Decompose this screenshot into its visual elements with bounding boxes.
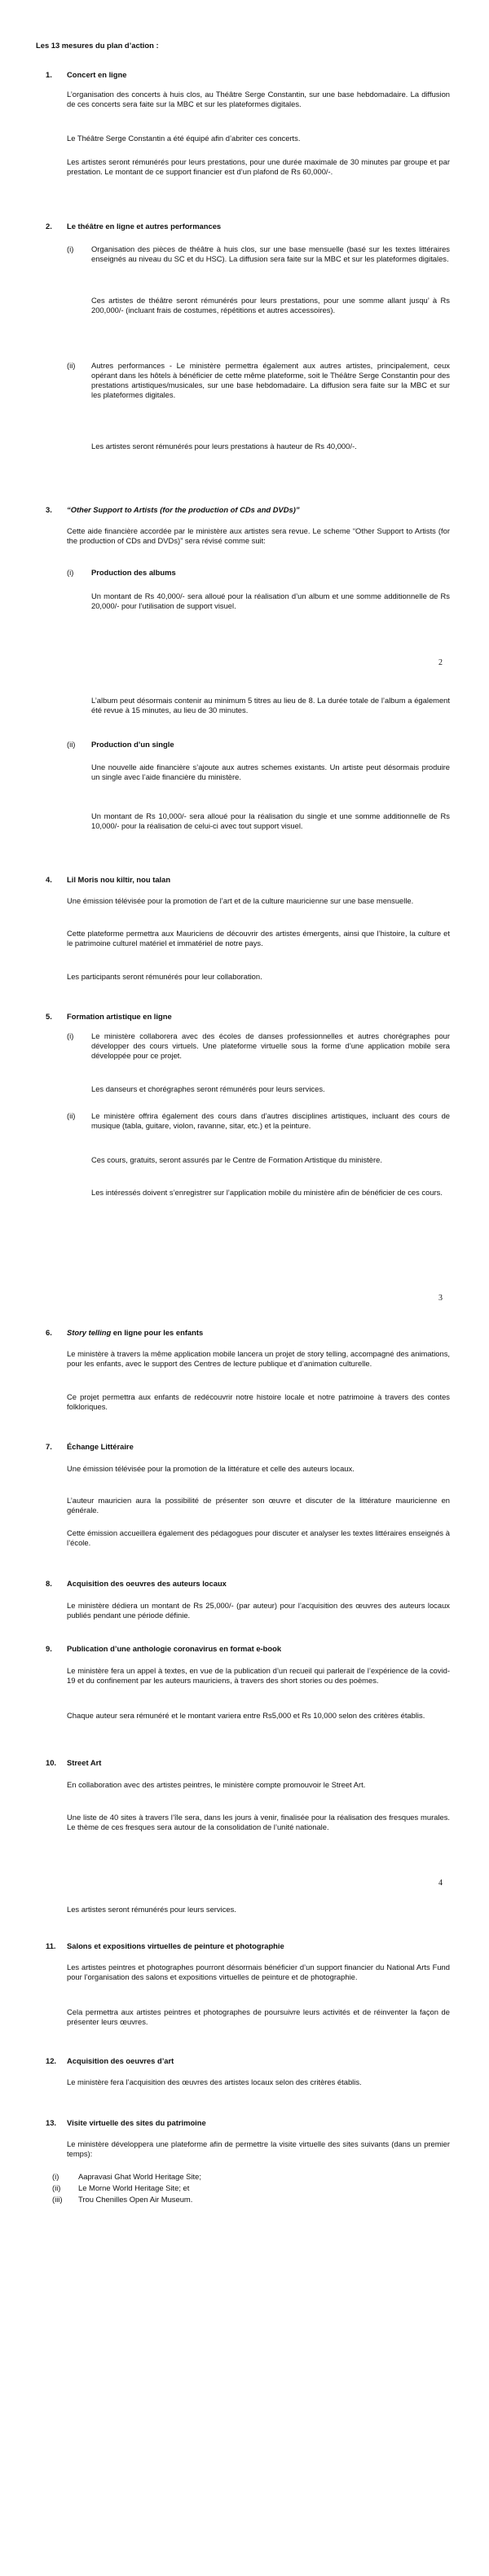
section-1-number: 1. (46, 70, 52, 79)
section-7-title: Échange Littéraire (67, 1442, 134, 1451)
section-3-number: 3. (46, 505, 52, 514)
section-10-number: 10. (46, 1758, 57, 1767)
section-10-paragraph-1: En collaboration avec des artistes peintres, le ministère compte promouvoir le Street Art. (67, 1780, 366, 1789)
section-5-item-i-paragraph-1: Le ministère collaborera avec des écoles de danses professionnelles et autres chorégraphes pour développer des cours virtuels. Une plateforme virtuelle sous la forme d’une application mobile sera développée pour ce projet. (91, 1031, 450, 1060)
section-3-paragraph-1: Cette aide financière accordée par le ministère aux artistes sera revue. Le scheme “Other Support to Artists (for the production of CDs and DVDs)” sera révisé comme suit: (67, 526, 450, 545)
section-3-item-i-paragraph-1: Un montant de Rs 40,000/- sera alloué pour la réalisation d’un album et une somme additionnelle de Rs 20,000/- pour l’utilisation de support visuel. (91, 591, 450, 610)
section-9-number: 9. (46, 1644, 52, 1653)
section-5-number: 5. (46, 1012, 52, 1021)
section-1-title: Concert en ligne (67, 70, 127, 79)
section-10-paragraph-2: Une liste de 40 sites à travers l’île sera, dans les jours à venir, finalisée pour la réalisation des fresques murales. Le thème de ces fresques sera autour de la consolidation de l’unité nationale. (67, 1813, 450, 1831)
section-8-title: Acquisition des oeuvres des auteurs locaux (67, 1579, 227, 1588)
section-4-paragraph-3: Les participants seront rémunérés pour leur collaboration. (67, 972, 262, 981)
section-5-title: Formation artistique en ligne (67, 1012, 172, 1021)
section-12-paragraph-1: Le ministère fera l’acquisition des œuvres des artistes locaux selon des critères établis. (67, 2077, 362, 2086)
section-11-paragraph-2: Cela permettra aux artistes peintres et photographes de poursuivre leurs activités et de réinventer la façon de présenter leurs œuvres. (67, 2007, 450, 2026)
section-13-paragraph-1: Le ministère développera une plateforme afin de permettre la visite virtuelle des sites suivants (dans un premier temps): (67, 2139, 450, 2158)
section-1-paragraph-3: Les artistes seront rémunérés pour leurs prestations, pour une durée maximale de 30 minutes par groupe et par prestation. Le montant de ce support financier est d’un plafond de Rs 60,000/-. (67, 157, 450, 176)
section-5-item-ii-paragraph-3: Les intéressés doivent s’enregistrer sur l’application mobile du ministère afin de bénéficier de ces cours. (91, 1188, 443, 1197)
section-9-paragraph-2: Chaque auteur sera rémunéré et le montant variera entre Rs5,000 et Rs 10,000 selon des critères établis. (67, 1711, 425, 1720)
section-6-title (67, 1328, 203, 1338)
section-10-paragraph-3: Les artistes seront rémunérés pour leurs services. (67, 1905, 236, 1914)
section-3-item-i-label: (i) (67, 568, 74, 577)
section-2-title: Le théâtre en ligne et autres performances (67, 222, 222, 231)
section-3-title: “Other Support to Artists (for the production of CDs and DVDs)” (67, 505, 300, 514)
section-13-list-item-text: Le Morne World Heritage Site; et (78, 2183, 190, 2192)
section-4-title: Lil Moris nou kiltir, nou talan (67, 875, 171, 884)
section-2-item-ii-label: (ii) (67, 361, 76, 370)
section-5-item-ii-paragraph-1: Le ministère offrira également des cours dans d’autres disciplines artistiques, incluant des cours de musique (tabla, guitare, violon, ravanne, sitar, etc.) et la peinture. (91, 1111, 450, 1130)
section-4-paragraph-2: Cette plateforme permettra aux Mauriciens de découvrir des artistes émergents, ainsi que l’histoire, la culture et le patrimoine culturel matériel et immatériel de notre pays. (67, 929, 450, 947)
section-3-item-i-title: Production des albums (91, 568, 176, 577)
section-13-list-item-text: Aapravasi Ghat World Heritage Site; (78, 2172, 201, 2181)
page-number-2: 2 (438, 658, 443, 667)
section-12-number: 12. (46, 2056, 57, 2065)
section-7-paragraph-3: Cette émission accueillera également des pédagogues pour discuter et analyser les textes littéraires enseignés à l’école. (67, 1528, 450, 1547)
section-3-item-ii-paragraph-2: Un montant de Rs 10,000/- sera alloué pour la réalisation du single et une somme additionnelle de Rs 10,000/- pour la réalisation de celui-ci avec tout support visuel. (91, 811, 450, 830)
section-13-list-item-label: (i) (52, 2172, 59, 2181)
section-9-title: Publication d’une anthologie coronavirus en format e-book (67, 1644, 282, 1653)
section-6-paragraph-1: Le ministère à travers la même application mobile lancera un projet de story telling, accompagné des animations, pour les enfants, avec le support des Centres de lecture publique et d’animation culturelle. (67, 1349, 450, 1368)
section-1-paragraph-1: L’organisation des concerts à huis clos, au Théâtre Serge Constantin, sur une base hebdomadaire. La diffusion de ces concerts sera faite sur la MBC et sur les plateformes digitales. (67, 90, 450, 108)
section-5-item-i-paragraph-2: Les danseurs et chorégraphes seront rémunérés pour leurs services. (91, 1084, 325, 1093)
section-11-title: Salons et expositions virtuelles de peinture et photographie (67, 1941, 284, 1950)
section-6-title-rest: en ligne pour les enfants (111, 1328, 204, 1337)
section-2-item-ii-paragraph-1: Autres performances - Le ministère permettra également aux autres artistes, principalement, ceux opérant dans les hôtels à bénéficier de cette même plateforme, soit le Théâtre Serge Constantin pour des prestations artistiques/musicales, sur une base hebdomadaire. La diffusion sera faite sur la MBC et sur les plateformes digitales. (91, 361, 450, 399)
section-2-number: 2. (46, 222, 52, 231)
section-5-item-ii-label: (ii) (67, 1111, 76, 1120)
section-10-title: Street Art (67, 1758, 102, 1767)
section-3-item-ii-label: (ii) (67, 740, 76, 749)
section-12-title: Acquisition des oeuvres d’art (67, 2056, 174, 2065)
page-number-3: 3 (438, 1294, 443, 1303)
section-4-paragraph-1: Une émission télévisée pour la promotion de l’art et de la culture mauricienne sur une base mensuelle. (67, 896, 414, 905)
section-1-paragraph-2: Le Théâtre Serge Constantin a été équipé afin d’abriter ces concerts. (67, 134, 301, 143)
section-13-title: Visite virtuelle des sites du patrimoine (67, 2118, 206, 2127)
section-7-paragraph-2: L’auteur mauricien aura la possibilité de présenter son œuvre et discuter de la littérature mauricienne en générale. (67, 1496, 450, 1514)
section-6-title-italic: Story telling (67, 1328, 112, 1337)
section-11-number: 11. (46, 1941, 56, 1950)
section-11-paragraph-1: Les artistes peintres et photographes pourront désormais bénéficier d’un support financier du National Arts Fund pour l’organisation des salons et expositions virtuelles de peinture et de photographie. (67, 1963, 450, 1981)
section-13-list-item-text: Trou Chenilles Open Air Museum. (78, 2195, 193, 2204)
section-13-list-item-label: (ii) (52, 2183, 61, 2192)
section-5-item-i-label: (i) (67, 1031, 74, 1040)
section-3-item-ii-paragraph-1: Une nouvelle aide financière s’ajoute aux autres schemes existants. Un artiste peut désormais produire un single avec l’aide financière du ministère. (91, 763, 450, 781)
section-3-item-ii-title: Production d’un single (91, 740, 174, 749)
section-5-item-ii-paragraph-2: Ces cours, gratuits, seront assurés par le Centre de Formation Artistique du ministère. (91, 1155, 382, 1164)
section-6-number: 6. (46, 1328, 52, 1337)
section-2-item-i-paragraph-2: Ces artistes de théâtre seront rémunérés pour leurs prestations, pour une somme allant jusqu’ à Rs 200,000/- (incluant frais de costumes, répétitions et autres accessoires). (91, 296, 450, 314)
section-8-paragraph-1: Le ministère dédiera un montant de Rs 25,000/- (par auteur) pour l’acquisition des œuvres des auteurs locaux publiés pendant une période définie. (67, 1601, 450, 1620)
section-9-paragraph-1: Le ministère fera un appel à textes, en vue de la publication d’un recueil qui parlerait de l’expérience de la covid-19 et du confinement par les auteurs mauriciens, à travers des short stories ou des poèmes. (67, 1666, 450, 1685)
section-4-number: 4. (46, 875, 52, 884)
section-6-paragraph-2: Ce projet permettra aux enfants de redécouvrir notre histoire locale et notre patrimoine à travers des contes folkloriques. (67, 1392, 450, 1411)
page-number-4: 4 (438, 1879, 443, 1888)
section-7-paragraph-1: Une émission télévisée pour la promotion de la littérature et celle des auteurs locaux. (67, 1464, 355, 1473)
section-2-item-ii-paragraph-2: Les artistes seront rémunérés pour leurs prestations à hauteur de Rs 40,000/-. (91, 442, 357, 451)
section-2-item-i-label: (i) (67, 244, 74, 253)
section-3-item-i-paragraph-2: L’album peut désormais contenir au minimum 5 titres au lieu de 8. La durée totale de l’album a également été revue à 15 minutes, au lieu de 30 minutes. (91, 696, 450, 714)
section-2-item-i-paragraph-1: Organisation des pièces de théâtre à huis clos, sur une base mensuelle (basé sur les textes littéraires enseignés au niveau du SC et du HSC). La diffusion sera faite sur la MBC et sur les plateformes digitales. (91, 244, 450, 263)
section-8-number: 8. (46, 1579, 52, 1588)
section-13-number: 13. (46, 2118, 57, 2127)
section-7-number: 7. (46, 1442, 52, 1451)
document-title: Les 13 mesures du plan d’action : (36, 41, 159, 50)
section-13-list-item-label: (iii) (52, 2195, 63, 2204)
